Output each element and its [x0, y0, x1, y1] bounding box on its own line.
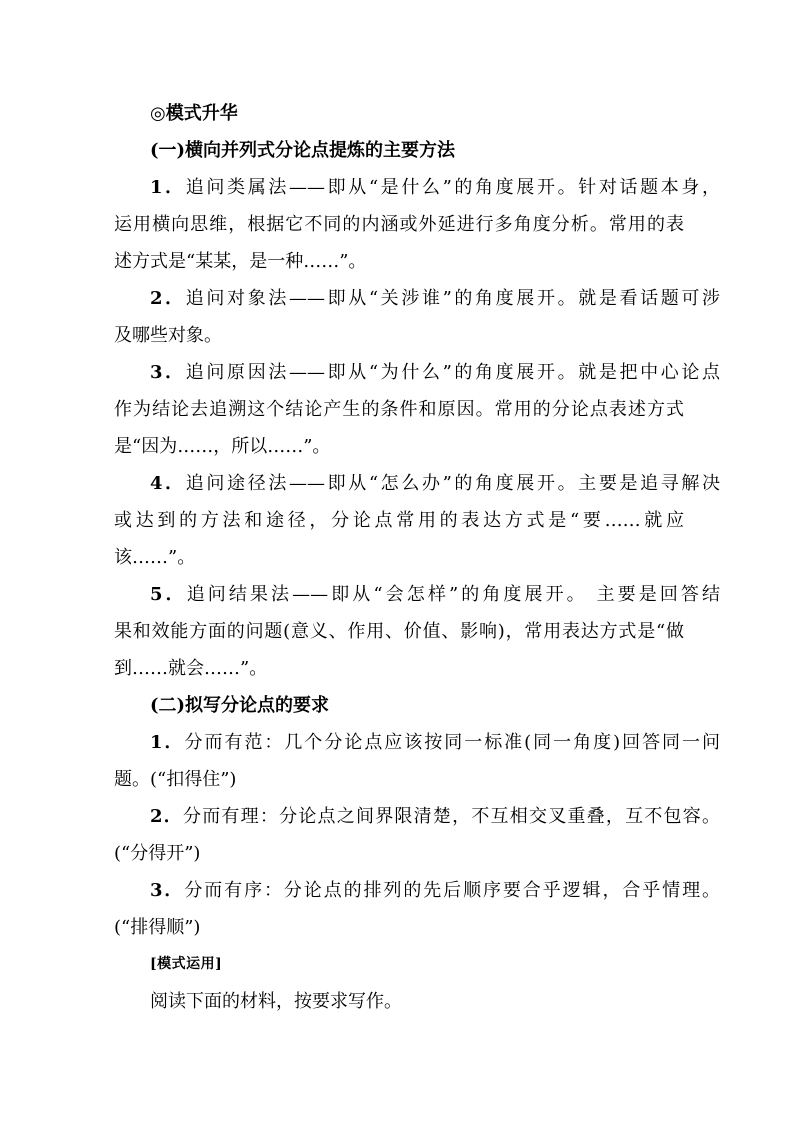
section-1-item-3	[114, 354, 720, 465]
section-1-item-5	[114, 576, 720, 687]
item-line: 到……就会……”。	[114, 658, 268, 679]
item-line: 作为结论去追溯这个结论产生的条件和原因。常用的分论点表述方式	[114, 399, 684, 420]
item-line: 5．追问结果法——即从“会怎样”的角度展开。 主要是回答结	[150, 584, 720, 605]
item-line: 3．追问原因法——即从“为什么”的角度展开。就是把中心论点	[150, 362, 720, 383]
section-2-title: (二)拟写分论点的要求	[150, 695, 330, 716]
item-line: 题。(“扣得住”)	[114, 769, 237, 790]
item-line: 运用横向思维，根据它不同的内涵或外延进行多角度分析。常用的表	[114, 214, 684, 235]
item-line: 果和效能方面的问题(意义、作用、价值、影响)，常用表达方式是“做	[114, 621, 684, 642]
item-number: 3．	[150, 362, 186, 383]
application-text: 阅读下面的材料，按要求写作。	[150, 991, 402, 1012]
item-number: 1．	[150, 732, 185, 753]
item-line: 及哪些对象。	[114, 325, 222, 346]
item-line: 3．分而有序：分论点的排列的先后顺序要合乎逻辑，合乎情理。	[150, 880, 720, 901]
section-2-item-1	[114, 724, 721, 798]
item-line: (“排得顺”)	[114, 917, 201, 938]
section-1-item-4	[114, 465, 720, 576]
section-1-item-2	[114, 280, 720, 354]
document-page	[114, 95, 721, 1020]
item-line: 该……”。	[114, 547, 196, 568]
section-1-item-1	[114, 169, 720, 280]
section-1-title: (一)横向并列式分论点提炼的主要方法	[150, 140, 456, 161]
item-line: 1．追问类属法——即从“是什么”的角度展开。针对话题本身，	[150, 177, 720, 198]
item-line: 2．追问对象法——即从“关涉谁”的角度展开。就是看话题可涉	[150, 288, 720, 309]
item-line: 或达到的方法和途径，分论点常用的表达方式是“要……就应	[114, 510, 684, 531]
application-tag: [模式运用]	[150, 956, 223, 972]
item-number: 1．	[150, 177, 186, 198]
item-line: 述方式是“某某，是一种……”。	[114, 251, 367, 272]
item-line: 4．追问途径法——即从“怎么办”的角度展开。主要是追寻解决	[150, 473, 720, 494]
item-number: 5．	[150, 584, 187, 605]
item-line: (“分得开”)	[114, 843, 201, 864]
item-line: 1．分而有范：几个分论点应该按同一标准(同一角度)回答同一问	[150, 732, 721, 753]
item-number: 2．	[150, 288, 186, 309]
section-2-item-2	[114, 798, 721, 872]
item-line: 是“因为……，所以……”。	[114, 436, 331, 457]
item-number: 4．	[150, 473, 186, 494]
item-number: 2．	[150, 806, 183, 827]
heading: ◎模式升华	[150, 103, 238, 124]
section-2-item-3	[114, 872, 720, 946]
item-number: 3．	[150, 880, 185, 901]
item-line: 2．分而有理：分论点之间界限清楚，不互相交叉重叠，互不包容。	[150, 806, 721, 827]
